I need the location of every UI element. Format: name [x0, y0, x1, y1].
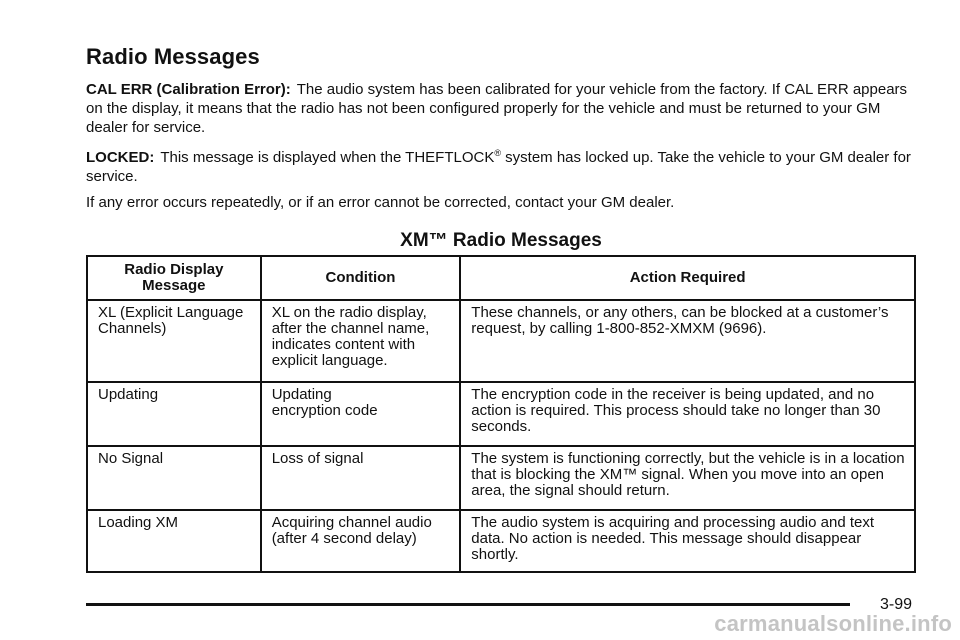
xm-messages-table: [86, 255, 916, 573]
page-title: Radio Messages: [86, 44, 260, 69]
cell-condition: Loss of signal: [261, 446, 461, 510]
cell-action: The audio system is acquiring and processing audio and text data. No action is needed. This message should disappear shortly.: [460, 510, 915, 572]
table-row: [87, 300, 915, 382]
table-row: [87, 382, 915, 446]
locked-description-end: system has locked up. Take the vehicle to your GM dealer for service.: [86, 149, 911, 185]
cell-message: Updating: [87, 382, 261, 446]
locked-paragraph: [86, 148, 926, 186]
table-row: [87, 510, 915, 572]
cell-condition: Updating encryption code: [261, 382, 461, 446]
site-watermark: carmanualsonline.info: [714, 611, 952, 636]
cell-condition: XL on the radio display, after the channel name, indicates content with explicit language.: [261, 300, 461, 382]
cal-err-term: CAL ERR (Calibration Error):: [86, 81, 291, 98]
cal-err-description: The audio system has been calibrated for your vehicle from the factory. If CAL ERR appears on the display, it means that the radio has not been configured properly for the vehicle and must be returned to your GM dealer for service.: [86, 81, 908, 136]
registered-mark: ®: [494, 148, 501, 158]
cal-err-paragraph: [86, 80, 926, 137]
table-header-row: [87, 256, 915, 300]
cell-condition: Acquiring channel audio (after 4 second delay): [261, 510, 461, 572]
cell-action: These channels, or any others, can be blocked at a customer’s request, by calling 1-800-852-XMXM (9696).: [460, 300, 915, 382]
cell-message: No Signal: [87, 446, 261, 510]
footer-rule: [86, 603, 850, 606]
header-condition: Condition: [261, 256, 461, 300]
locked-term: LOCKED:: [86, 149, 155, 166]
cell-message: XL (Explicit Language Channels): [87, 300, 261, 382]
cell-message: Loading XM: [87, 510, 261, 572]
locked-description-start: This message is displayed when the THEFTLOCK: [160, 149, 495, 166]
header-radio-display-message: Radio Display Message: [87, 256, 261, 300]
error-note-paragraph: If any error occurs repeatedly, or if an error cannot be corrected, contact your GM dealer.: [86, 194, 675, 211]
table-row: [87, 446, 915, 510]
header-action-required: Action Required: [460, 256, 915, 300]
table-title: XM™ Radio Messages: [400, 230, 602, 251]
cell-action: The encryption code in the receiver is being updated, and no action is required. This process should take no longer than 30 seconds.: [460, 382, 915, 446]
page-number: 3-99: [880, 596, 913, 613]
cell-action: The system is functioning correctly, but the vehicle is in a location that is blocking the XM™ signal. When you move into an open area, the signal should return.: [460, 446, 915, 510]
